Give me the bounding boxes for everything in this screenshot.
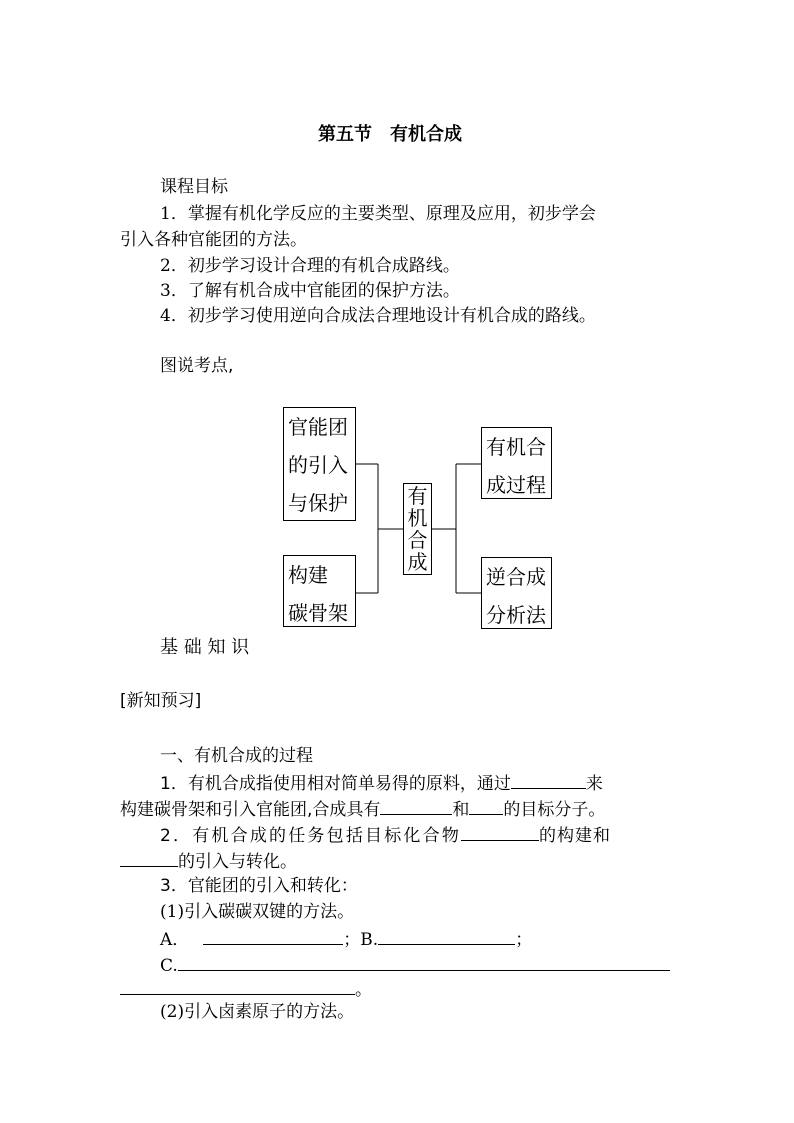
center-char: 成 (407, 550, 428, 574)
fill-blank[interactable] (203, 927, 343, 945)
para2-line2 (120, 849, 297, 873)
preview-heading: [新知预习] (120, 691, 202, 711)
option-c-line2 (120, 977, 372, 1001)
center-char: 机 (407, 506, 428, 530)
box-synthesis-process-line2: 成过程 (486, 473, 546, 497)
basics-heading: 基 础 知 识 (160, 637, 250, 658)
para1-line1-text-b: 来 (585, 774, 603, 794)
box-functional-group-line3: 与保护 (288, 491, 348, 515)
box-retrosynthesis (481, 557, 552, 629)
fill-blank[interactable] (461, 823, 539, 841)
option-ab-line (160, 927, 532, 951)
fill-blank[interactable] (511, 771, 586, 789)
box-carbon-skeleton-line2: 碳骨架 (288, 601, 348, 625)
para3-sub1: (1)引入碳碳双键的方法。 (160, 902, 355, 922)
para3-sub2: (2)引入卤素原子的方法。 (160, 1002, 355, 1022)
objective-3: 3．了解有机合成中官能团的保护方法。 (160, 281, 460, 301)
para2-line1-text-a: 2．有机合成的任务包括目标化合物 (160, 826, 462, 846)
fill-blank[interactable] (380, 797, 452, 815)
para1-line2-text-a: 构建碳骨架和引入官能团,合成具有 (120, 800, 381, 820)
box-organic-synthesis (403, 483, 432, 575)
page-title: 第五节 有机合成 (318, 124, 462, 145)
para3: 3．官能团的引入和转化： (160, 876, 358, 896)
box-functional-group (283, 407, 356, 521)
center-char: 有 (407, 484, 428, 508)
option-c-end: 。 (355, 980, 372, 1000)
box-carbon-skeleton (283, 555, 356, 627)
fill-blank[interactable] (178, 953, 670, 971)
diagram-heading: 图说考点, (160, 356, 234, 376)
para1-line1 (160, 771, 603, 795)
fill-blank[interactable] (120, 977, 355, 995)
objectives-heading: 课程目标 (160, 177, 228, 197)
option-a-label: A． (160, 930, 190, 950)
box-carbon-skeleton-line1: 构建 (288, 563, 328, 587)
option-b-label: B. (360, 930, 379, 950)
option-c-line (160, 953, 670, 977)
fill-blank[interactable] (378, 927, 515, 945)
option-b-end: ； (515, 930, 533, 950)
para1-line2-text-b: 和 (452, 800, 470, 820)
para1-line2 (120, 797, 605, 821)
objective-4: 4．初步学习使用逆向合成法合理地设计有机合成的路线。 (160, 306, 596, 326)
objective-1-line2: 引入各种官能团的方法。 (120, 230, 307, 250)
para2-line1 (160, 823, 611, 847)
fill-blank[interactable] (469, 797, 503, 815)
box-retrosynthesis-line2: 分析法 (486, 603, 546, 627)
objective-1-line1: 1．掌握有机化学反应的主要类型、原理及应用，初步学会 (160, 204, 596, 224)
para1-line1-text-a: 1．有机合成指使用相对简单易得的原料，通过 (160, 774, 511, 794)
box-synthesis-process (481, 427, 552, 499)
option-c-label: C. (160, 956, 178, 976)
fill-blank[interactable] (120, 849, 178, 867)
box-retrosynthesis-line1: 逆合成 (486, 565, 546, 589)
objective-2: 2．初步学习设计合理的有机合成路线。 (160, 256, 460, 276)
box-synthesis-process-line1: 有机合 (486, 435, 546, 459)
section1-heading: 一、有机合成的过程 (160, 746, 313, 766)
box-functional-group-line1: 官能团 (288, 415, 348, 439)
box-functional-group-line2: 的引入 (288, 453, 348, 477)
para2-line1-text-b: 的构建和 (539, 826, 612, 846)
para2-line2-text: 的引入与转化。 (178, 852, 297, 872)
center-char: 合 (407, 528, 428, 552)
para1-line2-text-c: 的目标分子。 (503, 800, 606, 820)
option-separator: ； (343, 930, 361, 950)
